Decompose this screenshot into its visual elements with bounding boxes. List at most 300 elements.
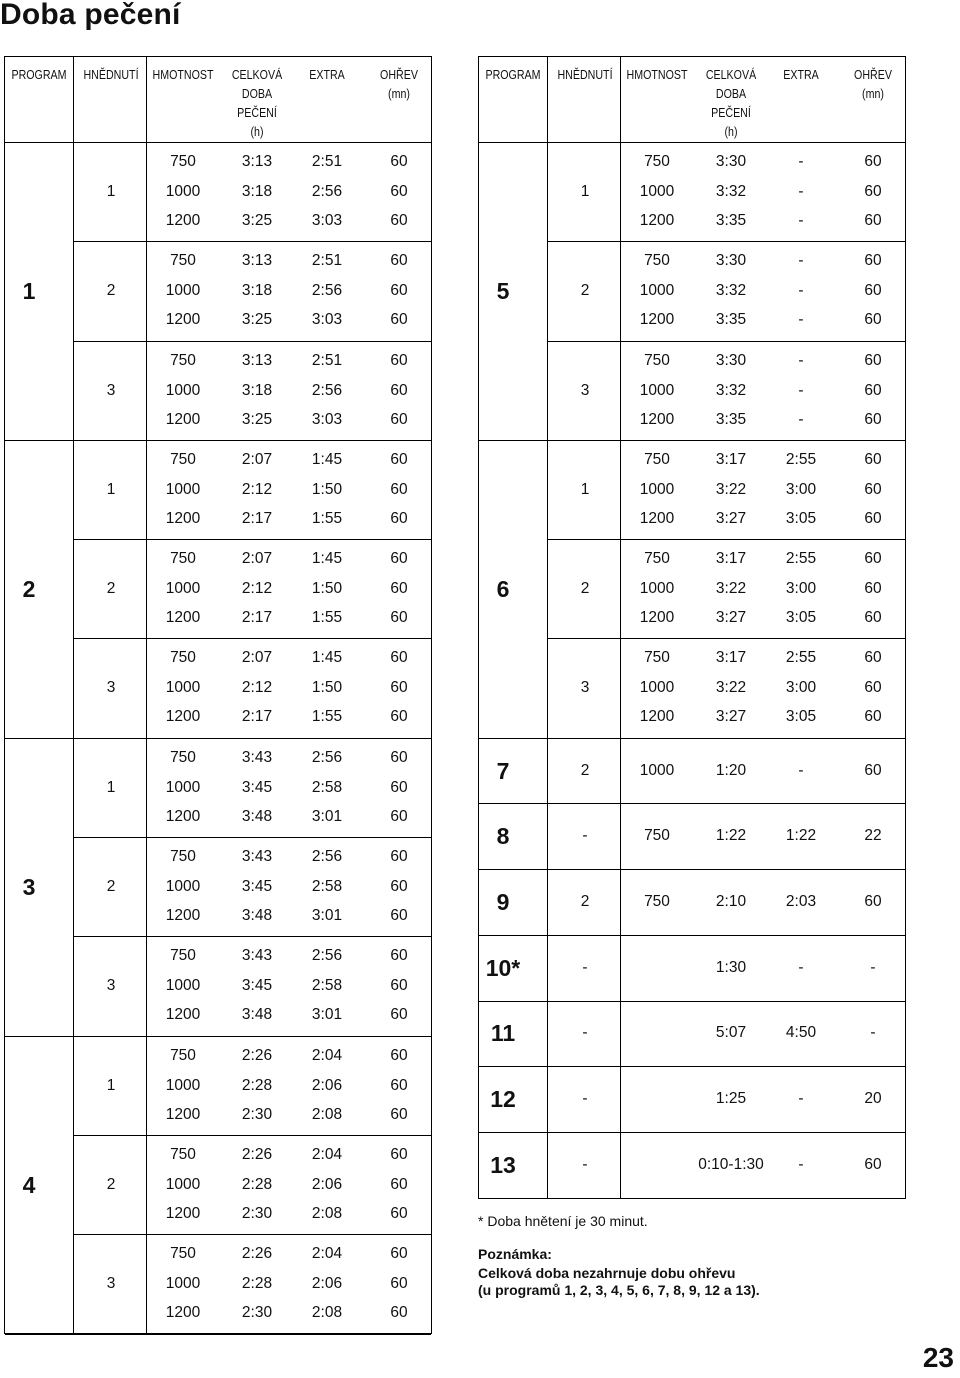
table-cell: 2:28 [241,1275,273,1293]
browning-value: 2 [106,878,116,896]
table-cell: 60 [390,480,408,498]
table-cell: 1200 [165,1204,201,1222]
table-cell: 750 [170,848,196,866]
table-cell: 60 [390,509,408,527]
table-cell: - [798,282,804,300]
table-cell: 2:30 [241,1304,273,1322]
header-cell: PROGRAM [485,67,541,82]
table-cell: 60 [390,679,408,697]
table-cell: 3:48 [241,1006,273,1024]
program-block [5,440,431,739]
group-divider [73,837,431,838]
table-cell: 60 [864,480,882,498]
table-cell: 3:13 [241,252,273,270]
table-cell: 2:56 [311,381,343,399]
table-cell: 3:43 [241,947,273,965]
table-cell: 60 [390,1006,408,1024]
browning-value: 3 [106,977,116,995]
table-cell: 2:12 [241,580,273,598]
table-cell: 60 [390,153,408,170]
table-cell: 4:50 [785,1024,817,1042]
table-cell: 3:35 [715,410,747,428]
header-cell: EXTRA [783,67,819,82]
table-cell: 60 [864,580,882,598]
table-cell: 2:04 [311,1046,343,1064]
program-number: 3 [22,873,36,900]
table-cell: 750 [170,550,196,568]
table-cell: 1000 [165,679,201,697]
table-cell: 750 [644,550,670,568]
browning-value: 1 [580,480,590,498]
table-cell: 1000 [639,761,675,779]
table-cell: 2:26 [241,1046,273,1064]
table-cell: 2:56 [311,282,343,300]
table-cell: 750 [170,153,196,170]
table-cell: - [798,761,804,779]
table-cell: 3:25 [241,311,273,329]
program-block [5,1036,431,1335]
program-number: 2 [22,575,36,602]
table-cell: - [582,827,588,845]
table-cell: 2:17 [241,708,273,726]
table-cell: 1200 [639,509,675,527]
table-cell: - [582,1155,588,1173]
table-cell: 3:18 [241,381,273,399]
column-divider [73,57,74,1333]
program-number: 10* [485,954,521,981]
table-cell: 2:51 [311,252,343,270]
table-cell: 3:18 [241,183,273,200]
browning-value: 1 [106,1076,116,1094]
table-cell: 0:10-1:30 [698,1155,764,1173]
table-cell: 750 [170,1046,196,1064]
page-number: 23 [922,1342,954,1373]
group-divider [547,539,905,540]
table-cell: 60 [390,410,408,428]
group-divider [547,341,905,342]
table-cell: 60 [864,649,882,667]
table-cell: 60 [864,410,882,428]
table-cell: 60 [390,947,408,965]
header-cell: HNĚDNUTÍ [83,67,139,82]
table-cell: 2:08 [311,1204,343,1222]
table-cell: 1200 [165,212,201,229]
table-cell: 3:13 [241,351,273,369]
table-cell: 1200 [639,708,675,726]
table-cell: 3:32 [715,183,747,200]
table-cell: 1200 [165,1105,201,1123]
table-cell: 2:55 [785,450,817,468]
table-cell: 750 [170,252,196,270]
table-cell: 750 [644,649,670,667]
table-cell: - [798,153,804,170]
table-cell: 2:06 [311,1175,343,1193]
table-cell: 3:05 [785,609,817,627]
table-cell: - [798,1155,804,1173]
table-cell: 3:45 [241,878,273,896]
table-cell: 750 [170,947,196,965]
column-divider [620,57,621,1198]
browning-value: 2 [106,580,116,598]
table-cell: 3:30 [715,252,747,270]
program-block [5,142,431,441]
column-divider [547,57,548,1198]
table-cell: - [870,1024,876,1042]
table-cell: 3:22 [715,580,747,598]
table-cell: 1000 [639,679,675,697]
table-cell: 3:17 [715,649,747,667]
table-cell: 1000 [165,778,201,796]
table-cell: 60 [864,708,882,726]
table-cell: 60 [864,381,882,399]
table-cell: 750 [170,649,196,667]
table-cell: 1000 [165,1175,201,1193]
table-cell: 2:07 [241,550,273,568]
table-cell: - [798,252,804,270]
table-cell: 60 [390,1204,408,1222]
program-number: 8 [496,823,510,850]
group-divider [547,241,905,242]
header-cell: HMOTNOST [152,67,214,82]
table-cell: 60 [390,848,408,866]
table-cell: 1200 [165,807,201,825]
note-line-1: Celková doba nezahrnuje dobu ohřevu [478,1265,736,1281]
table-cell: 3:35 [715,311,747,329]
table-cell: 3:22 [715,480,747,498]
table-cell: 60 [390,1076,408,1094]
table-cell: 1:45 [311,550,343,568]
table-cell: 2:17 [241,609,273,627]
table-cell: 1000 [639,381,675,399]
table-cell: 750 [644,893,670,911]
table-cell: 60 [390,907,408,925]
table-cell: 60 [390,1105,408,1123]
table-cell: 3:18 [241,282,273,300]
table-cell: 3:01 [311,807,343,825]
table-cell: 60 [390,1046,408,1064]
table-cell: 1000 [165,878,201,896]
table-cell: 20 [864,1090,882,1108]
table-cell: 1000 [639,183,675,200]
table-cell: 1000 [165,480,201,498]
table-cell: 60 [390,1304,408,1322]
table-cell: 3:03 [311,212,343,229]
program-row [479,935,905,1002]
header-cell: PROGRAM [11,67,67,82]
table-cell: 60 [390,550,408,568]
browning-value: 1 [106,183,116,200]
table-cell: 60 [390,649,408,667]
program-row [479,738,905,805]
table-cell: 1200 [165,1006,201,1024]
table-cell: 60 [390,807,408,825]
group-divider [547,638,905,639]
program-row [479,804,905,871]
table-cell: 1200 [165,708,201,726]
table-cell: 1200 [165,907,201,925]
table-cell: 1200 [639,311,675,329]
browning-value: 2 [580,580,590,598]
group-divider [73,539,431,540]
table-cell: 60 [390,252,408,270]
table-cell: - [870,958,876,976]
table-cell: 3:00 [785,580,817,598]
program-number: 11 [490,1020,516,1047]
table-cell: 2:10 [715,893,747,911]
table-cell: 60 [864,679,882,697]
table-cell: 1200 [639,212,675,229]
table-cell: 60 [390,351,408,369]
table-cell: 1:30 [715,958,747,976]
table-cell: 3:30 [715,153,747,170]
table-cell: 2:07 [241,649,273,667]
program-block [5,738,431,1037]
table-cell: 3:17 [715,550,747,568]
table-cell: - [582,1024,588,1042]
table-cell: 750 [170,748,196,766]
table-cell: 3:01 [311,1006,343,1024]
program-number: 12 [490,1086,516,1113]
table-cell: 3:48 [241,807,273,825]
table-cell: 1:22 [715,827,747,845]
table-cell: 1200 [165,609,201,627]
table-cell: - [798,1090,804,1108]
table-cell: 60 [864,212,882,229]
table-cell: 1200 [165,311,201,329]
table-cell: 750 [644,252,670,270]
table-cell: 2:07 [241,450,273,468]
header-cell: OHŘEV (mn) [854,67,892,101]
table-cell: 2:58 [311,778,343,796]
table-cell: 3:25 [241,410,273,428]
table-cell: 3:05 [785,509,817,527]
table-cell: - [798,183,804,200]
table-cell: - [798,381,804,399]
page-title: Doba pečení [0,0,181,31]
table-cell: 60 [864,893,882,911]
table-cell: 60 [390,282,408,300]
table-cell: 1:55 [311,708,343,726]
table-cell: 750 [170,351,196,369]
table-cell: 1000 [165,977,201,995]
table-cell: 60 [390,778,408,796]
header-cell: HNĚDNUTÍ [557,67,613,82]
table-cell: 1000 [165,183,201,200]
table-cell: 1000 [165,1076,201,1094]
table-cell: 750 [644,153,670,170]
header-cell: OHŘEV (mn) [380,67,418,101]
table-cell: 1000 [639,580,675,598]
header-cell: HMOTNOST [626,67,688,82]
table-cell: 2:28 [241,1076,273,1094]
program-row [479,1132,905,1198]
table-cell: - [582,1090,588,1108]
table-cell: 1:50 [311,480,343,498]
table-cell: 2:55 [785,649,817,667]
table-cell: 60 [864,252,882,270]
table-cell: 3:03 [311,311,343,329]
browning-value: 3 [580,381,590,399]
table-cell: 60 [864,761,882,779]
table-cell: 2:17 [241,509,273,527]
table-cell: 60 [864,282,882,300]
table-cell: 3:32 [715,381,747,399]
column-divider [146,57,147,1333]
table-cell: 2:30 [241,1105,273,1123]
table-cell: 3:27 [715,609,747,627]
table-cell: 2:26 [241,1145,273,1163]
table-cell: 60 [390,878,408,896]
table-cell: 3:00 [785,679,817,697]
table-cell: 60 [390,609,408,627]
group-divider [73,241,431,242]
table-cell: 3:32 [715,282,747,300]
table-cell: 3:01 [311,907,343,925]
table-cell: 2:30 [241,1204,273,1222]
table-cell: 750 [644,351,670,369]
table-cell: 60 [864,609,882,627]
table-cell: 2:51 [311,153,343,170]
table-cell: 750 [644,450,670,468]
program-number: 1 [22,277,36,304]
table-cell: 1000 [165,580,201,598]
table-cell: 1:25 [715,1090,747,1108]
table-cell: 3:27 [715,708,747,726]
table-cell: 1000 [165,282,201,300]
browning-value: 3 [106,679,116,697]
table-cell: 3:45 [241,977,273,995]
table-cell: 2 [580,761,590,779]
table-cell: 60 [390,183,408,200]
left-baking-table [4,56,432,1334]
header-cell: CELKOVÁ DOBA PEČENÍ (h) [705,67,757,139]
table-cell: 60 [864,450,882,468]
table-cell: 5:07 [715,1024,747,1042]
browning-value: 3 [106,381,116,399]
browning-value: 1 [106,778,116,796]
table-cell: 1:45 [311,450,343,468]
note-title: Poznámka: [478,1246,552,1262]
table-cell: 3:43 [241,748,273,766]
table-header [479,57,905,143]
table-cell: - [582,958,588,976]
program-number: 7 [496,757,510,784]
table-cell: 2:06 [311,1076,343,1094]
table-cell: 2:12 [241,679,273,697]
table-cell: 3:27 [715,509,747,527]
table-cell: 2:26 [241,1245,273,1263]
table-cell: 3:22 [715,679,747,697]
table-cell: 22 [864,827,882,845]
table-cell: 60 [390,311,408,329]
table-cell: 60 [864,153,882,170]
table-cell: - [798,311,804,329]
right-baking-table [478,56,906,1199]
table-cell: 750 [170,1245,196,1263]
table-cell: 60 [390,1275,408,1293]
table-cell: 2:28 [241,1175,273,1193]
program-number: 4 [22,1171,36,1198]
table-cell: 1:50 [311,679,343,697]
group-divider [73,936,431,937]
table-cell: 60 [390,381,408,399]
table-cell: 3:03 [311,410,343,428]
table-cell: 3:35 [715,212,747,229]
table-cell: 1000 [165,381,201,399]
table-cell: 60 [390,977,408,995]
table-cell: 60 [864,550,882,568]
table-cell: 3:13 [241,153,273,170]
table-cell: 60 [390,212,408,229]
header-cell: CELKOVÁ DOBA PEČENÍ (h) [231,67,283,139]
table-cell: 1:45 [311,649,343,667]
table-cell: 2:12 [241,480,273,498]
header-cell: EXTRA [309,67,345,82]
footnote: * Doba hnětení je 30 minut. [478,1213,648,1229]
table-cell: 2:56 [311,947,343,965]
table-cell: 2:08 [311,1105,343,1123]
table-cell: 2:58 [311,977,343,995]
table-cell: 60 [390,1245,408,1263]
table-cell: 3:00 [785,480,817,498]
table-cell: 3:45 [241,778,273,796]
table-cell: 2:56 [311,848,343,866]
table-cell: - [798,958,804,976]
table-cell: 750 [170,1145,196,1163]
table-cell: 1000 [639,480,675,498]
group-divider [73,341,431,342]
browning-value: 2 [580,282,590,300]
table-cell: 1:55 [311,609,343,627]
table-cell: 3:43 [241,848,273,866]
table-cell: - [798,212,804,229]
table-cell: 1200 [639,609,675,627]
table-cell: 1:22 [785,827,817,845]
table-cell: 2:03 [785,893,817,911]
table-cell: - [798,410,804,428]
program-number: 6 [496,575,510,602]
table-cell: 1000 [639,282,675,300]
table-cell: 60 [390,450,408,468]
table-cell: 1:55 [311,509,343,527]
browning-value: 2 [106,282,116,300]
table-cell: 1000 [165,1275,201,1293]
table-cell: 2:51 [311,351,343,369]
table-cell: 60 [864,311,882,329]
program-row [479,869,905,936]
table-cell: 60 [864,1155,882,1173]
table-cell: 2:06 [311,1275,343,1293]
table-cell: 3:30 [715,351,747,369]
browning-value: 2 [106,1175,116,1193]
table-cell: 60 [390,748,408,766]
table-cell: 60 [390,1145,408,1163]
table-cell: 2:08 [311,1304,343,1322]
note-line-2: (u programů 1, 2, 3, 4, 5, 6, 7, 8, 9, 12 a 13). [478,1282,760,1298]
table-cell: - [798,351,804,369]
table-cell: 3:25 [241,212,273,229]
table-cell: 60 [864,509,882,527]
table-cell: 750 [644,827,670,845]
table-cell: 750 [170,450,196,468]
table-cell: 2:55 [785,550,817,568]
browning-value: 3 [106,1275,116,1293]
table-header [5,57,431,143]
browning-value: 3 [580,679,590,697]
table-cell: 2 [580,893,590,911]
program-number: 5 [496,277,510,304]
program-block [479,142,905,441]
